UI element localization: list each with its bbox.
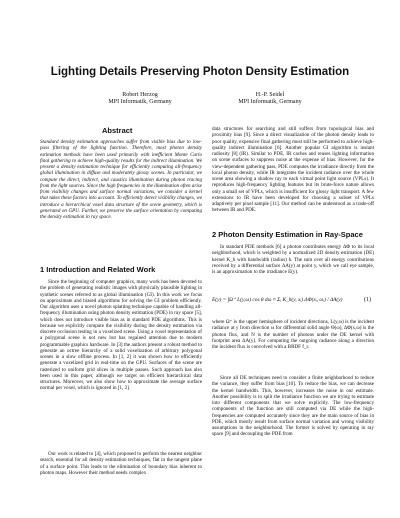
- section-1-paragraph-2: Our work is related to [4], which proposed to perform the nearest neighbor search, essential for all density estimation techniques, flat in the tangent plane of a surface point. This leads to the elimination of boundary bias inherent to photon maps. However their method needs complex: [40, 451, 202, 476]
- section-2-heading: 2 Photon Density Estimation in Ray-Space: [212, 230, 363, 239]
- section-2-paragraph-2: where Ω⁺ is the upper hemisphere of incident directions, L(y,ω) is the incident radiance at y from direction ω for differential solid angle Θ(ω), ΔΦ(x,ω) is the photon flux, and N is the number of photons under the DE kernel with footprint area ΔA(y). For computing the outgoing radiance along a direction the incident flux is convolved with a BRDF f_r.: [212, 319, 374, 350]
- author-2: [190, 92, 350, 106]
- section-1-heading: 1 Introduction and Related Work: [40, 265, 156, 274]
- right-paragraph-1: data structures for searching and still suffers from topological bias and proximity bias [9]. Since a direct visualization of the photon density leads to poor quality, expensive final gathering must still be performed to achieve high-quality indirect illumination [6]. Another popular GI algorithm is instant radiosity [8] (IR). Similar to PDE, IR caches and reuses lighting information on scene surfaces to suppress noise at the expense of bias. However, for the view-dependent gathering pass, PDE computes the irradiance directly from the local photon density, while IR integrates the incident radiance over the whole scene area showing a shadow ray to each virtual point light source (VPLs). It reproduces high-frequency lighting features but its brute-force nature allows only a small set of VPLs, which is insufficient for glossy light transport. A few extensions to IR have been developed for choosing a subset of VPLs adaptively per pixel sample [11]. Our method can be understood as a trade-off between IR and PDE.: [212, 126, 374, 214]
- section-2-paragraph-1: In standard PDE methods [6] a photon contributes energy ΔΦ to its local neighborhood, which is weighted by a normalized 2D density estimation (DE) kernel K_h with bandwidth (radius) h. The sum over all energy contributions received by a differential surface ΔA(y) at point y, which we call eye sample, is an approximation to the irradiance E(y).: [212, 244, 374, 275]
- author-2-name: H.-P. Seidel: [255, 92, 285, 98]
- author-1-affiliation: MPI Informatik, Germany: [108, 99, 172, 105]
- equation-1: E(y) = ∫Ω⁺ L(y,ω) cos θ dω ≈ Σᵢ K_h(y, xᵢ) ΔΦ(xᵢ, ωᵢ) / ΔA(y): [212, 297, 343, 303]
- abstract-heading: Abstract: [102, 126, 133, 135]
- author-1-name: Robert Herzog: [122, 92, 158, 98]
- author-2-affiliation: MPI Informatik, Germany: [238, 99, 302, 105]
- section-1-paragraph-1: Since the beginning of computer graphics, many work has been devoted to the problem of generating realistic images with physically plausible lighting in synthetic scenes referred to as global illumination (GI). In this work we focus on approximate and biased algorithms for solving the GI problem efficiently. Our algorithm uses a novel photon splatting technique capable of handling all-frequency illumination using photon density estimation (PDE) in ray space [5], which does not introduce visible bias as in standard PDE algorithms. This is because we explicitly compute the visibility during the density estimation via discrete occlusion testing in a voxelized scene. Using a voxel representation of a polygonal scene is not new but has regained attention due to modern programmable graphics hardware. In [3] the authors present a robust method to generate an octree hierarchy of a solid voxelization of arbitrary polygonal scenes in a slow offline process. In [1, 2] it was shown how to efficiently generate a voxelized grid in real-time on the GPU. Surfaces of the scene are rasterized to uniform grid slices in multiple passes. Such approach has also been used in this paper, although we target on efficient hierarchical data structures. Moreover, we also show how to approximate the average surface normal per voxel, which is ignored in [1, 2].: [40, 279, 202, 392]
- equation-1-number: (1): [364, 297, 371, 303]
- section-2-paragraph-3: Since all DE techniques need to consider a finite neighborhood to reduce the variance, they suffer from bias [10]. To reduce the bias, we can decrease the kernel bandwidth. This, however, increases the noise in our estimate. Another possibility is to split the irradiance function we are trying to estimate into different components that we solve explicitly. The low-frequency components of the function are still computed via DE while the high-frequencies are computed accurately since they are the main source of bias in PDE, which mostly result from surface normal variation and wrong visibility assumptions in the neighborhood. The former is solved by operating in ray space [9] and decoupling the PDE from: [212, 375, 374, 438]
- paper-title: Lighting Details Preserving Photon Density Estimation: [50, 66, 350, 78]
- abstract-text: Standard density estimation approaches suffer from visible bias due to low-pass filtering of the lighting function. Therefore, most photon density estimation methods have been used primarily with inefficient Monte Carlo final gathering to achieve high-quality results for the indirect illumination. We present a density estimation technique for efficiently computing all-frequency global illumination in diffuse and moderately glossy scenes. In particular, we compute the direct, indirect, and caustics illumination during photon tracing from the light sources. Since the high frequencies in the illumination often arise from visibility changes and surface normal variations, we consider a kernel that takes these factors into account. To efficiently detect visibility changes, we introduce a hierarchical voxel data structure of the scene geometry, which is generated on GPU. Further, we preserve the surface orientation by computing the density estimation in ray space.: [40, 139, 202, 220]
